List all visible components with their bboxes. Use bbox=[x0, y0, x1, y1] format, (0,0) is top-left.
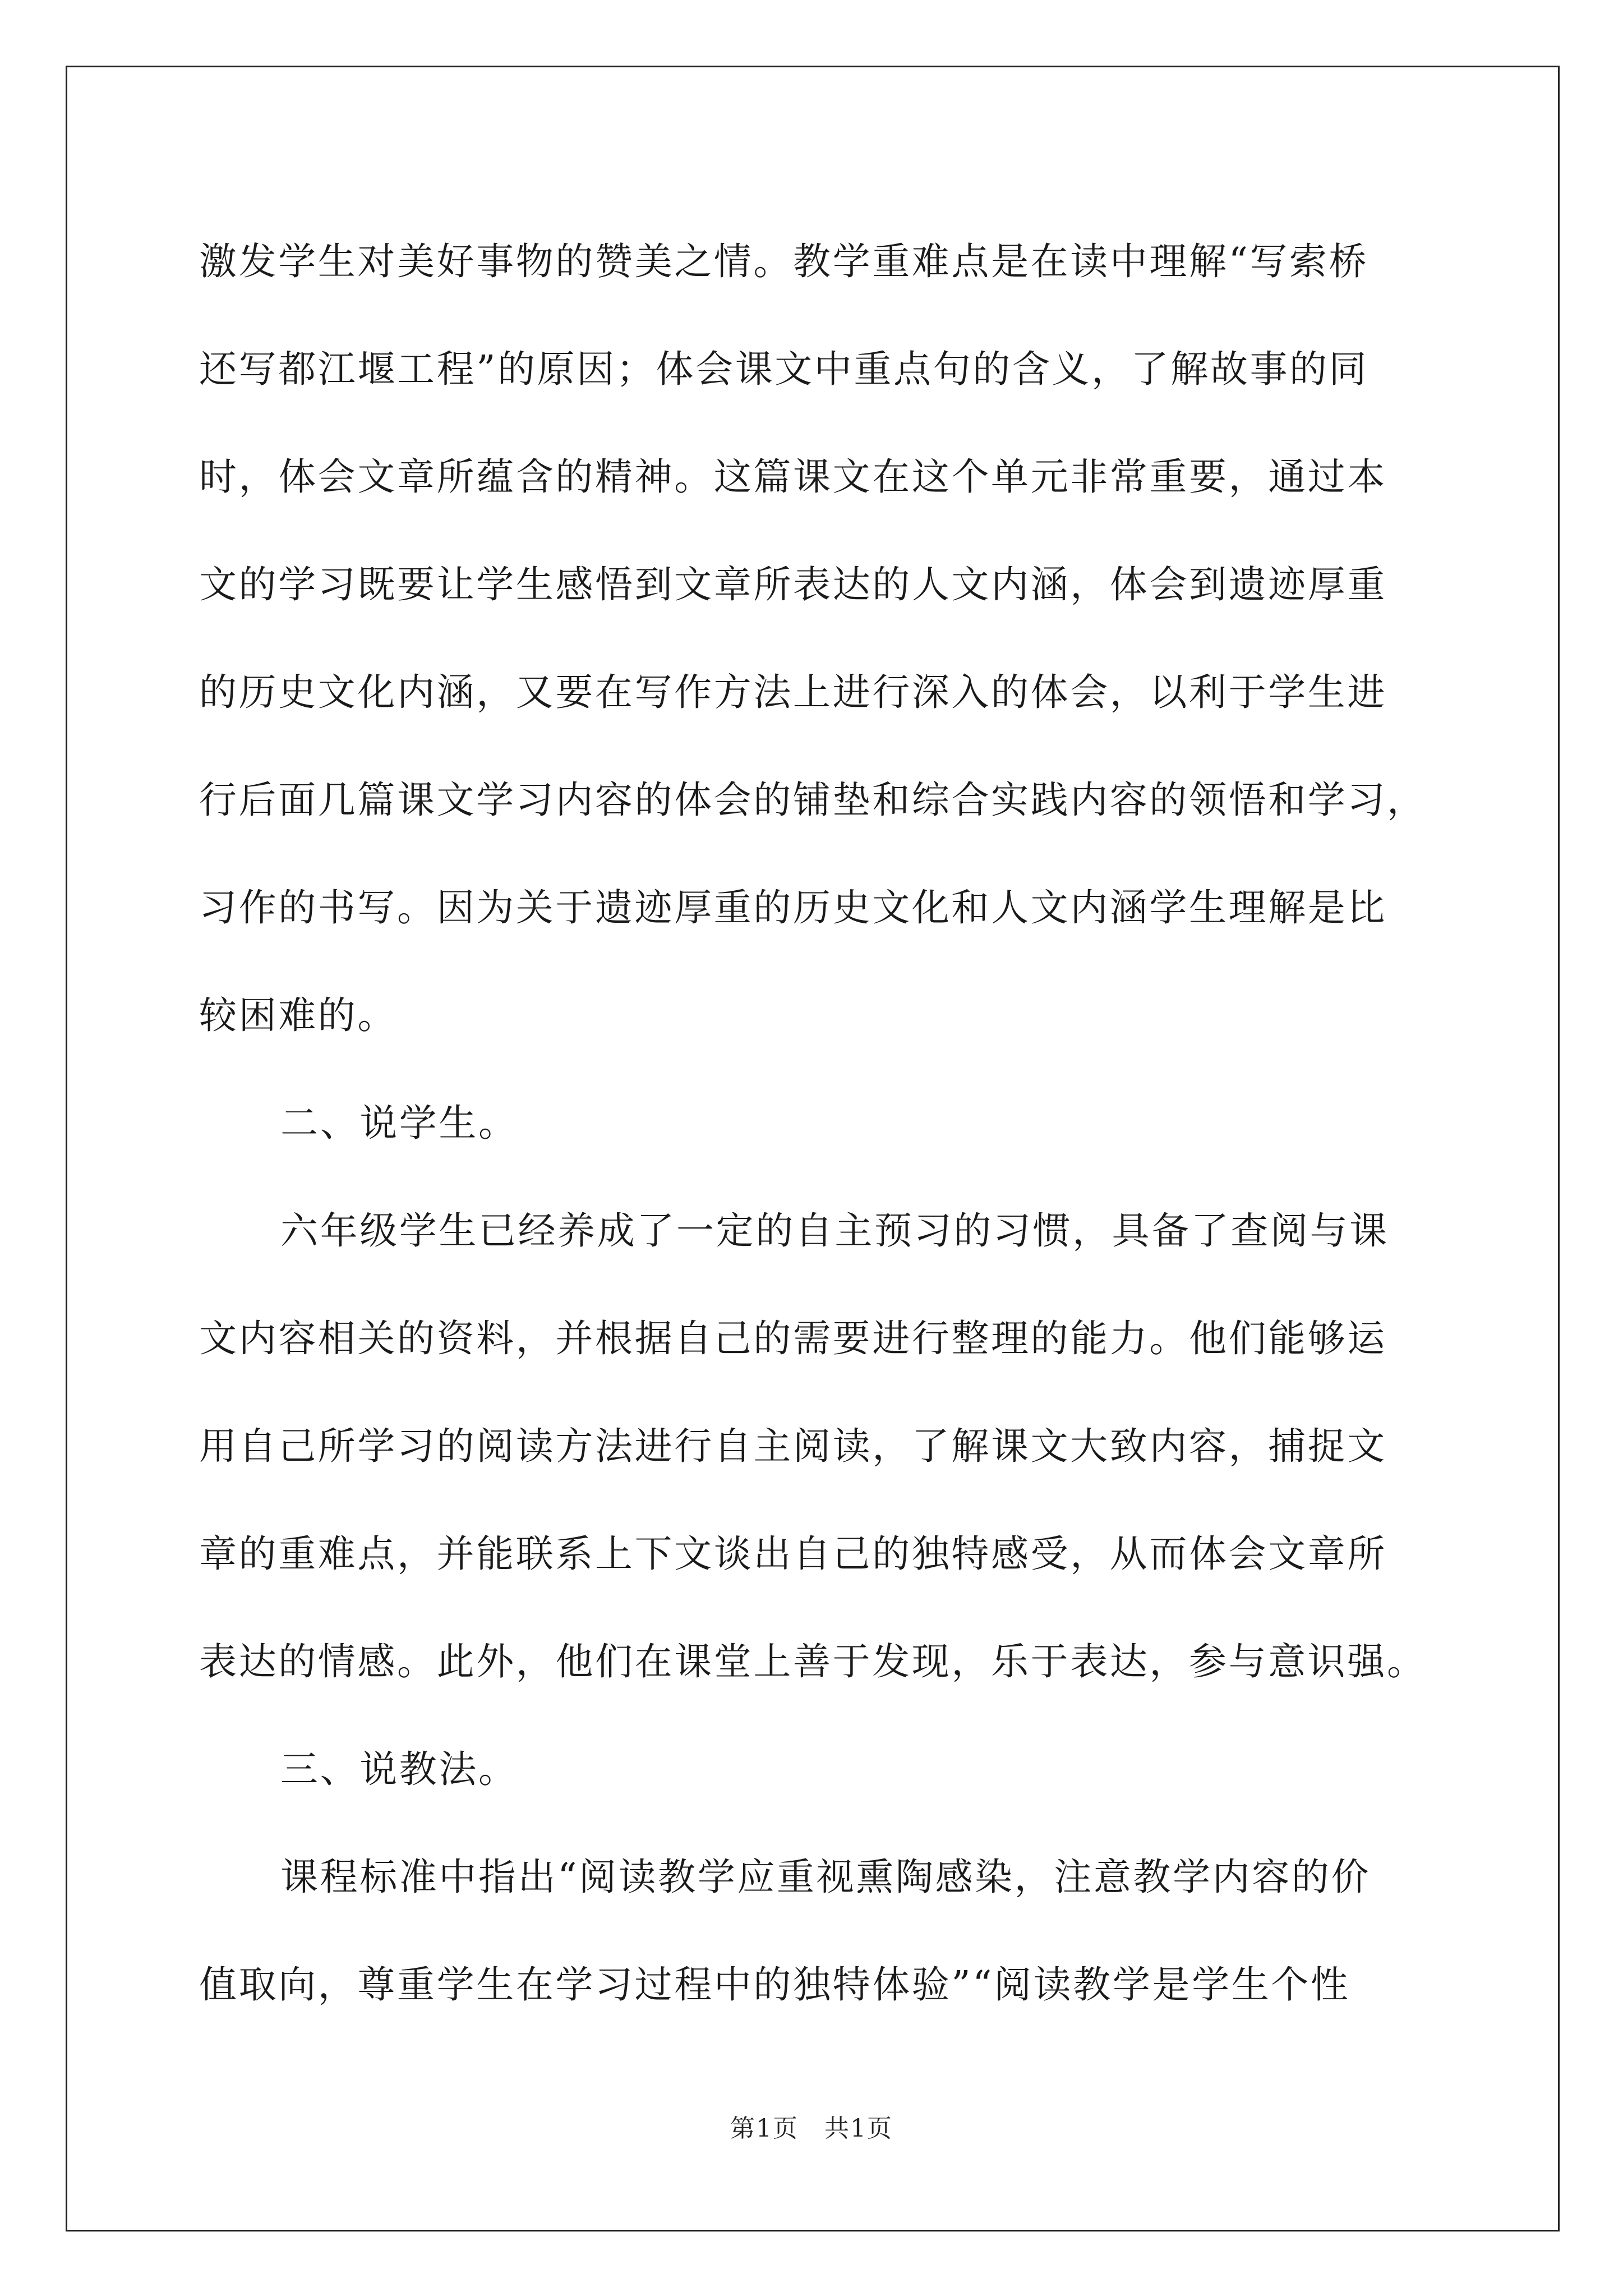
section-heading: 三、说教法。 bbox=[280, 1747, 518, 1791]
text-line: 激发学生对美好事物的赞美之情。教学重难点是在读中理解“写索桥 bbox=[199, 240, 1369, 283]
text-line: 值取向，尊重学生在学习过程中的独特体验”“阅读教学是学生个性 bbox=[199, 1963, 1350, 2007]
text-line: 较困难的。 bbox=[199, 993, 397, 1037]
page-footer: 第1页 共1页 bbox=[730, 2114, 893, 2143]
text-line: 还写都江堰工程”的原因；体会课文中重点句的含义，了解故事的同 bbox=[199, 347, 1369, 391]
document-body bbox=[199, 208, 1433, 2039]
text-line: 课程标准中指出“阅读教学应重视熏陶感染，注意教学内容的价 bbox=[280, 1855, 1371, 1899]
text-line: 文的学习既要让学生感悟到文章所表达的人文内涵，体会到遗迹厚重 bbox=[199, 563, 1387, 606]
text-line: 习作的书写。因为关于遗迹厚重的历史文化和人文内涵学生理解是比 bbox=[199, 886, 1387, 930]
text-line: 时，体会文章所蕴含的精神。这篇课文在这个单元非常重要，通过本 bbox=[199, 455, 1387, 499]
text-line: 行后面几篇课文学习内容的体会的铺垫和综合实践内容的领悟和学习， bbox=[199, 778, 1427, 822]
text-line: 章的重难点，并能联系上下文谈出自己的独特感受，从而体会文章所 bbox=[199, 1532, 1387, 1576]
section-heading: 二、说学生。 bbox=[280, 1101, 518, 1145]
text-line: 六年级学生已经养成了一定的自主预习的习惯，具备了查阅与课 bbox=[280, 1209, 1389, 1253]
text-line: 文内容相关的资料，并根据自己的需要进行整理的能力。他们能够运 bbox=[199, 1317, 1387, 1360]
text-line: 用自己所学习的阅读方法进行自主阅读，了解课文大致内容，捕捉文 bbox=[199, 1424, 1387, 1468]
text-line: 表达的情感。此外，他们在课堂上善于发现，乐于表达，参与意识强。 bbox=[199, 1640, 1427, 1683]
text-line: 的历史文化内涵，又要在写作方法上进行深入的体会，以利于学生进 bbox=[199, 670, 1387, 714]
